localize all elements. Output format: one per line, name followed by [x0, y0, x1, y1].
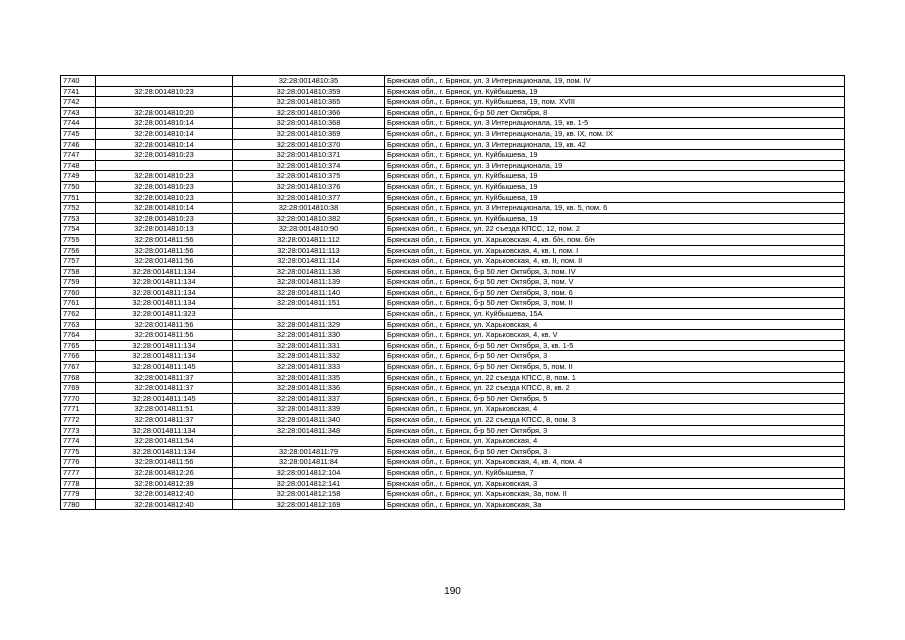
row-number-cell: 7754	[61, 224, 96, 235]
cadastral-number-cell	[233, 309, 385, 320]
cadastral-number-cell: 32:28:0014812:141	[233, 478, 385, 489]
address-cell: Брянская обл., г. Брянск, ул. Харьковская, 3	[385, 478, 845, 489]
table-row	[61, 319, 845, 330]
cadastral-number-cell: 32:28:0014810:382	[233, 213, 385, 224]
table-row	[61, 192, 845, 203]
table-row	[61, 457, 845, 468]
address-cell: Брянская обл., г. Брянск, ул. 22 съезда КПСС, 8, пом. 1	[385, 372, 845, 383]
cadastral-number-cell: 32:28:0014811:331	[233, 340, 385, 351]
parent-cadastral-cell: 32:28:0014811:323	[96, 309, 233, 320]
cadastral-number-cell: 32:28:0014810:359	[233, 86, 385, 97]
row-number-cell: 7773	[61, 425, 96, 436]
address-cell: Брянская обл., г. Брянск, ул. 3 Интернационала, 19, кв. IX, пом. IX	[385, 128, 845, 139]
address-cell: Брянская обл., г. Брянск, ул. 3 Интернационала, 19, кв. 1-5	[385, 118, 845, 129]
parent-cadastral-cell: 32:28:0014811:56	[96, 319, 233, 330]
cadastral-number-cell: 32:28:0014812:169	[233, 499, 385, 510]
address-cell: Брянская обл., г. Брянск, б-р 50 лет Октября, 3	[385, 425, 845, 436]
parent-cadastral-cell: 32:28:0014810:23	[96, 213, 233, 224]
parent-cadastral-cell: 32:28:0014811:145	[96, 393, 233, 404]
row-number-cell: 7742	[61, 97, 96, 108]
row-number-cell: 7747	[61, 150, 96, 161]
row-number-cell: 7759	[61, 277, 96, 288]
address-cell: Брянская обл., г. Брянск, ул. Харьковская, 3а	[385, 499, 845, 510]
parent-cadastral-cell: 32:28:0014811:134	[96, 277, 233, 288]
parent-cadastral-cell: 32:28:0014810:23	[96, 86, 233, 97]
table-row	[61, 499, 845, 510]
address-cell: Брянская обл., г. Брянск, ул. 22 съезда КПСС, 12, пом. 2	[385, 224, 845, 235]
address-cell: Брянская обл., г. Брянск, б-р 50 лет Октября, 5, пом. II	[385, 362, 845, 373]
parent-cadastral-cell: 32:28:0014811:54	[96, 436, 233, 447]
address-cell: Брянская обл., г. Брянск, ул. 3 Интернационала, 19, пом. IV	[385, 76, 845, 87]
row-number-cell: 7758	[61, 266, 96, 277]
row-number-cell: 7745	[61, 128, 96, 139]
parent-cadastral-cell: 32:28:0014811:134	[96, 340, 233, 351]
register-table-body	[61, 76, 845, 510]
table-row	[61, 362, 845, 373]
cadastral-number-cell: 32:28:0014811:140	[233, 287, 385, 298]
parent-cadastral-cell: 32:28:0014811:134	[96, 446, 233, 457]
row-number-cell: 7776	[61, 457, 96, 468]
table-row	[61, 467, 845, 478]
address-cell: Брянская обл., г. Брянск, ул. Харьковская, 4, кв. б/н, пом. б/н	[385, 234, 845, 245]
row-number-cell: 7780	[61, 499, 96, 510]
cadastral-number-cell: 32:28:0014811:114	[233, 256, 385, 267]
row-number-cell: 7749	[61, 171, 96, 182]
row-number-cell: 7778	[61, 478, 96, 489]
address-cell: Брянская обл., г. Брянск, ул. Харьковская, 4, кв. 4, пом. 4	[385, 457, 845, 468]
cadastral-number-cell: 32:28:0014810:377	[233, 192, 385, 203]
parent-cadastral-cell	[96, 97, 233, 108]
cadastral-number-cell: 32:28:0014811:151	[233, 298, 385, 309]
address-cell: Брянская обл., г. Брянск, ул. Куйбышева, 19	[385, 150, 845, 161]
table-row	[61, 266, 845, 277]
cadastral-number-cell: 32:28:0014810:368	[233, 118, 385, 129]
address-cell: Брянская обл., г. Брянск, ул. Куйбышева, 19	[385, 171, 845, 182]
parent-cadastral-cell: 32:28:0014811:134	[96, 287, 233, 298]
table-row	[61, 393, 845, 404]
parent-cadastral-cell: 32:28:0014812:26	[96, 467, 233, 478]
address-cell: Брянская обл., г. Брянск, ул. Куйбышева, 19	[385, 181, 845, 192]
row-number-cell: 7762	[61, 309, 96, 320]
cadastral-number-cell: 32:28:0014810:90	[233, 224, 385, 235]
cadastral-number-cell: 32:28:0014810:375	[233, 171, 385, 182]
address-cell: Брянская обл., г. Брянск, ул. Харьковская, 4	[385, 404, 845, 415]
address-cell: Брянская обл., г. Брянск, б-р 50 лет Октября, 3, пом. II	[385, 298, 845, 309]
cadastral-number-cell: 32:28:0014811:79	[233, 446, 385, 457]
parent-cadastral-cell: 32:28:0014811:134	[96, 298, 233, 309]
parent-cadastral-cell: 32:28:0014812:40	[96, 499, 233, 510]
table-row	[61, 234, 845, 245]
address-cell: Брянская обл., г. Брянск, б-р 50 лет Октября, 3, пом. 6	[385, 287, 845, 298]
table-row	[61, 118, 845, 129]
cadastral-number-cell: 32:28:0014810:371	[233, 150, 385, 161]
address-cell: Брянская обл., г. Брянск, б-р 50 лет Октября, 3, кв. 1-5	[385, 340, 845, 351]
address-cell: Брянская обл., г. Брянск, ул. 22 съезда КПСС, 8, кв. 2	[385, 383, 845, 394]
parent-cadastral-cell: 32:28:0014810:14	[96, 203, 233, 214]
page-number: 190	[444, 586, 461, 597]
row-number-cell: 7746	[61, 139, 96, 150]
parent-cadastral-cell: 32:28:0014810:23	[96, 181, 233, 192]
address-cell: Брянская обл., г. Брянск, ул. Куйбышева, 19	[385, 192, 845, 203]
table-row	[61, 245, 845, 256]
address-cell: Брянская обл., г. Брянск, ул. Харьковская, 4	[385, 436, 845, 447]
cadastral-number-cell: 32:28:0014810:366	[233, 107, 385, 118]
address-cell: Брянская обл., г. Брянск, ул. 22 съезда КПСС, 8, пом. 3	[385, 415, 845, 426]
address-cell: Брянская обл., г. Брянск, б-р 50 лет Октября, 3	[385, 446, 845, 457]
parent-cadastral-cell: 32:28:0014810:14	[96, 128, 233, 139]
row-number-cell: 7771	[61, 404, 96, 415]
cadastral-number-cell: 32:28:0014811:113	[233, 245, 385, 256]
row-number-cell: 7768	[61, 372, 96, 383]
row-number-cell: 7764	[61, 330, 96, 341]
cadastral-number-cell: 32:28:0014811:330	[233, 330, 385, 341]
address-cell: Брянская обл., г. Брянск, ул. Харьковская, 4, кв. V	[385, 330, 845, 341]
address-cell: Брянская обл., г. Брянск, б-р 50 лет Октября, 3, пом. V	[385, 277, 845, 288]
parent-cadastral-cell: 32:28:0014810:23	[96, 150, 233, 161]
row-number-cell: 7743	[61, 107, 96, 118]
parent-cadastral-cell: 32:28:0014810:14	[96, 118, 233, 129]
address-cell: Брянская обл., г. Брянск, ул. 3 Интернационала, 19, кв. 5, пом. 6	[385, 203, 845, 214]
table-row	[61, 287, 845, 298]
table-row	[61, 478, 845, 489]
table-row	[61, 383, 845, 394]
table-row	[61, 309, 845, 320]
row-number-cell: 7763	[61, 319, 96, 330]
row-number-cell: 7775	[61, 446, 96, 457]
address-cell: Брянская обл., г. Брянск, ул. 3 Интернационала, 19, кв. 42	[385, 139, 845, 150]
cadastral-number-cell: 32:28:0014810:370	[233, 139, 385, 150]
cadastral-number-cell: 32:28:0014811:333	[233, 362, 385, 373]
parent-cadastral-cell: 32:28:0014812:39	[96, 478, 233, 489]
cadastral-number-cell: 32:28:0014810:35	[233, 76, 385, 87]
parent-cadastral-cell: 32:28:0014811:56	[96, 234, 233, 245]
address-cell: Брянская обл., г. Брянск, ул. Харьковская, 4	[385, 319, 845, 330]
parent-cadastral-cell: 32:28:0014811:56	[96, 245, 233, 256]
row-number-cell: 7777	[61, 467, 96, 478]
table-row	[61, 224, 845, 235]
parent-cadastral-cell	[96, 76, 233, 87]
cadastral-number-cell: 32:28:0014810:369	[233, 128, 385, 139]
cadastral-number-cell: 32:28:0014812:158	[233, 489, 385, 500]
row-number-cell: 7748	[61, 160, 96, 171]
table-row	[61, 340, 845, 351]
cadastral-number-cell: 32:28:0014811:84	[233, 457, 385, 468]
table-row	[61, 446, 845, 457]
row-number-cell: 7779	[61, 489, 96, 500]
address-cell: Брянская обл., г. Брянск, ул. Куйбышева, 19	[385, 86, 845, 97]
cadastral-number-cell: 32:28:0014811:337	[233, 393, 385, 404]
table-row	[61, 213, 845, 224]
parent-cadastral-cell: 32:28:0014811:56	[96, 457, 233, 468]
parent-cadastral-cell: 32:28:0014810:23	[96, 192, 233, 203]
table-row	[61, 330, 845, 341]
table-row	[61, 86, 845, 97]
table-row	[61, 150, 845, 161]
table-row	[61, 97, 845, 108]
parent-cadastral-cell: 32:28:0014811:56	[96, 330, 233, 341]
parent-cadastral-cell: 32:28:0014810:13	[96, 224, 233, 235]
table-row	[61, 203, 845, 214]
row-number-cell: 7750	[61, 181, 96, 192]
table-row	[61, 128, 845, 139]
row-number-cell: 7744	[61, 118, 96, 129]
cadastral-number-cell: 32:28:0014811:335	[233, 372, 385, 383]
parent-cadastral-cell: 32:28:0014811:37	[96, 383, 233, 394]
cadastral-number-cell: 32:28:0014811:339	[233, 404, 385, 415]
parent-cadastral-cell: 32:28:0014811:134	[96, 266, 233, 277]
parent-cadastral-cell	[96, 160, 233, 171]
table-row	[61, 76, 845, 87]
row-number-cell: 7766	[61, 351, 96, 362]
table-row	[61, 372, 845, 383]
parent-cadastral-cell: 32:28:0014811:37	[96, 415, 233, 426]
row-number-cell: 7770	[61, 393, 96, 404]
address-cell: Брянская обл., г. Брянск, ул. Куйбышева, 19	[385, 213, 845, 224]
row-number-cell: 7740	[61, 76, 96, 87]
parent-cadastral-cell: 32:28:0014811:134	[96, 425, 233, 436]
cadastral-number-cell: 32:28:0014811:139	[233, 277, 385, 288]
parent-cadastral-cell: 32:28:0014811:37	[96, 372, 233, 383]
table-row	[61, 415, 845, 426]
address-cell: Брянская обл., г. Брянск, ул. Харьковская, 4, кв. II, пом. II	[385, 256, 845, 267]
row-number-cell: 7760	[61, 287, 96, 298]
address-cell: Брянская обл., г. Брянск, б-р 50 лет Октября, 5	[385, 393, 845, 404]
cadastral-number-cell: 32:28:0014812:104	[233, 467, 385, 478]
row-number-cell: 7757	[61, 256, 96, 267]
table-row	[61, 404, 845, 415]
row-number-cell: 7753	[61, 213, 96, 224]
cadastral-number-cell: 32:28:0014810:376	[233, 181, 385, 192]
address-cell: Брянская обл., г. Брянск, ул. Харьковская, 3а, пом. II	[385, 489, 845, 500]
table-row	[61, 277, 845, 288]
cadastral-number-cell: 32:28:0014811:332	[233, 351, 385, 362]
cadastral-number-cell: 32:28:0014811:112	[233, 234, 385, 245]
cadastral-number-cell: 32:28:0014810:374	[233, 160, 385, 171]
table-row	[61, 436, 845, 447]
table-row	[61, 425, 845, 436]
cadastral-number-cell: 32:28:0014810:38	[233, 203, 385, 214]
parent-cadastral-cell: 32:28:0014812:40	[96, 489, 233, 500]
parent-cadastral-cell: 32:28:0014810:23	[96, 171, 233, 182]
cadastral-number-cell	[233, 436, 385, 447]
row-number-cell: 7755	[61, 234, 96, 245]
cadastral-number-cell: 32:28:0014811:348	[233, 425, 385, 436]
cadastral-number-cell: 32:28:0014811:336	[233, 383, 385, 394]
row-number-cell: 7752	[61, 203, 96, 214]
row-number-cell: 7751	[61, 192, 96, 203]
table-row	[61, 139, 845, 150]
table-row	[61, 351, 845, 362]
cadastral-number-cell: 32:28:0014811:329	[233, 319, 385, 330]
address-cell: Брянская обл., г. Брянск, ул. Куйбышева, 15А	[385, 309, 845, 320]
row-number-cell: 7774	[61, 436, 96, 447]
address-cell: Брянская обл., г. Брянск, б-р 50 лет Октября, 8	[385, 107, 845, 118]
table-row	[61, 171, 845, 182]
cadastral-number-cell: 32:28:0014811:138	[233, 266, 385, 277]
cadastral-number-cell: 32:28:0014810:365	[233, 97, 385, 108]
row-number-cell: 7761	[61, 298, 96, 309]
parent-cadastral-cell: 32:28:0014811:145	[96, 362, 233, 373]
address-cell: Брянская обл., г. Брянск, ул. Куйбышева, 7	[385, 467, 845, 478]
parent-cadastral-cell: 32:28:0014811:51	[96, 404, 233, 415]
register-table	[60, 75, 845, 510]
cadastral-number-cell: 32:28:0014811:340	[233, 415, 385, 426]
parent-cadastral-cell: 32:28:0014811:56	[96, 256, 233, 267]
parent-cadastral-cell: 32:28:0014811:134	[96, 351, 233, 362]
table-row	[61, 298, 845, 309]
address-cell: Брянская обл., г. Брянск, ул. 3 Интернационала, 19	[385, 160, 845, 171]
row-number-cell: 7772	[61, 415, 96, 426]
address-cell: Брянская обл., г. Брянск, ул. Куйбышева, 19, пом. XVIII	[385, 97, 845, 108]
parent-cadastral-cell: 32:28:0014810:14	[96, 139, 233, 150]
row-number-cell: 7756	[61, 245, 96, 256]
row-number-cell: 7741	[61, 86, 96, 97]
table-row	[61, 107, 845, 118]
address-cell: Брянская обл., г. Брянск, б-р 50 лет Октября, 3	[385, 351, 845, 362]
table-row	[61, 489, 845, 500]
table-row	[61, 256, 845, 267]
row-number-cell: 7769	[61, 383, 96, 394]
address-cell: Брянская обл., г. Брянск, б-р 50 лет Октября, 3, пом. IV	[385, 266, 845, 277]
table-row	[61, 181, 845, 192]
parent-cadastral-cell: 32:28:0014810:20	[96, 107, 233, 118]
row-number-cell: 7767	[61, 362, 96, 373]
address-cell: Брянская обл., г. Брянск, ул. Харьковская, 4, кв. I, пом. I	[385, 245, 845, 256]
table-row	[61, 160, 845, 171]
row-number-cell: 7765	[61, 340, 96, 351]
